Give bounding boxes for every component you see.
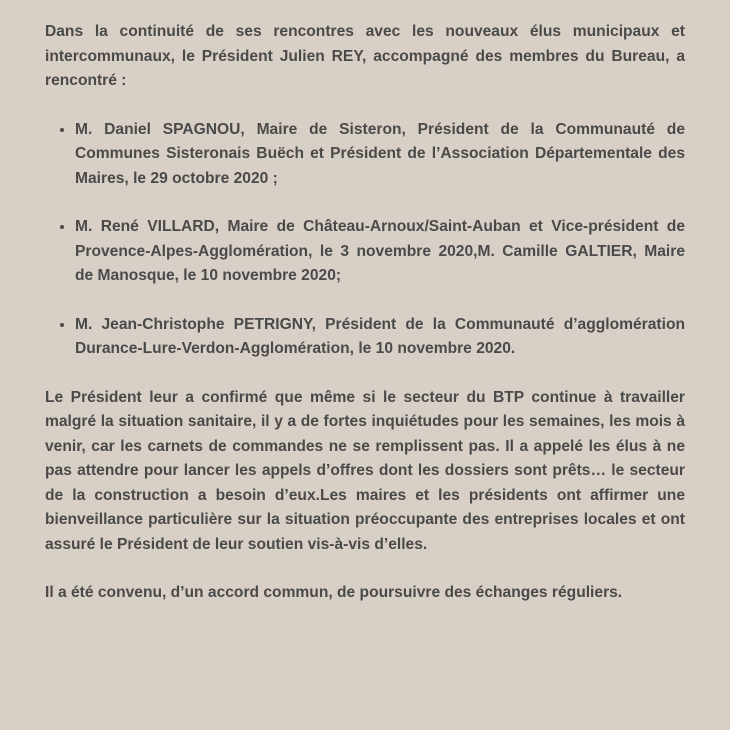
list-item: • M. Daniel SPAGNOU, Maire de Sisteron, Président de la Communauté de Communes Sisteronais Buëch et Président de l’Association Départementale des Maires, le 29 octobre 2020 ; [75,118,685,192]
list-item: • M. René VILLARD, Maire de Château-Arnoux/Saint-Auban et Vice-président de Provence-Alpes-Agglomération, le 3 novembre 2020,M. Camille GALTIER, Maire de Manosque, le 10 novembre 2020; [75,215,685,289]
intro-paragraph: Dans la continuité de ses rencontres avec les nouveaux élus municipaux et intercommunaux, le Président Julien REY, accompagné des membres du Bureau, a rencontré : [45,23,685,89]
closing-paragraph: Il a été convenu, d’un accord commun, de poursuivre des échanges réguliers. [45,584,623,601]
body-paragraph: Le Président leur a confirmé que même si le secteur du BTP continue à travailler malgré la situation sanitaire, il y a de fortes inquiétudes pour les semaines, les mois à venir, car les carnets de commandes ne se remplissent pas. Il a appelé les élus à ne pas attendre pour lancer les appels d’offres dont les dossiers sont prêts… le secteur de la construction a besoin d’eux.Les maires et les présidents ont affirmer une bienveillance particulière sur la situation préoccupante des entreprises locales et ont assuré le Président de leur soutien vis-à-vis d’elles. [45,388,685,553]
list-item: • M. Jean-Christophe PETRIGNY, Président de la Communauté d’agglomération Durance-Lure-Verdon-Agglomération, le 10 novembre 2020. [75,313,685,362]
meetings-list [45,118,685,362]
